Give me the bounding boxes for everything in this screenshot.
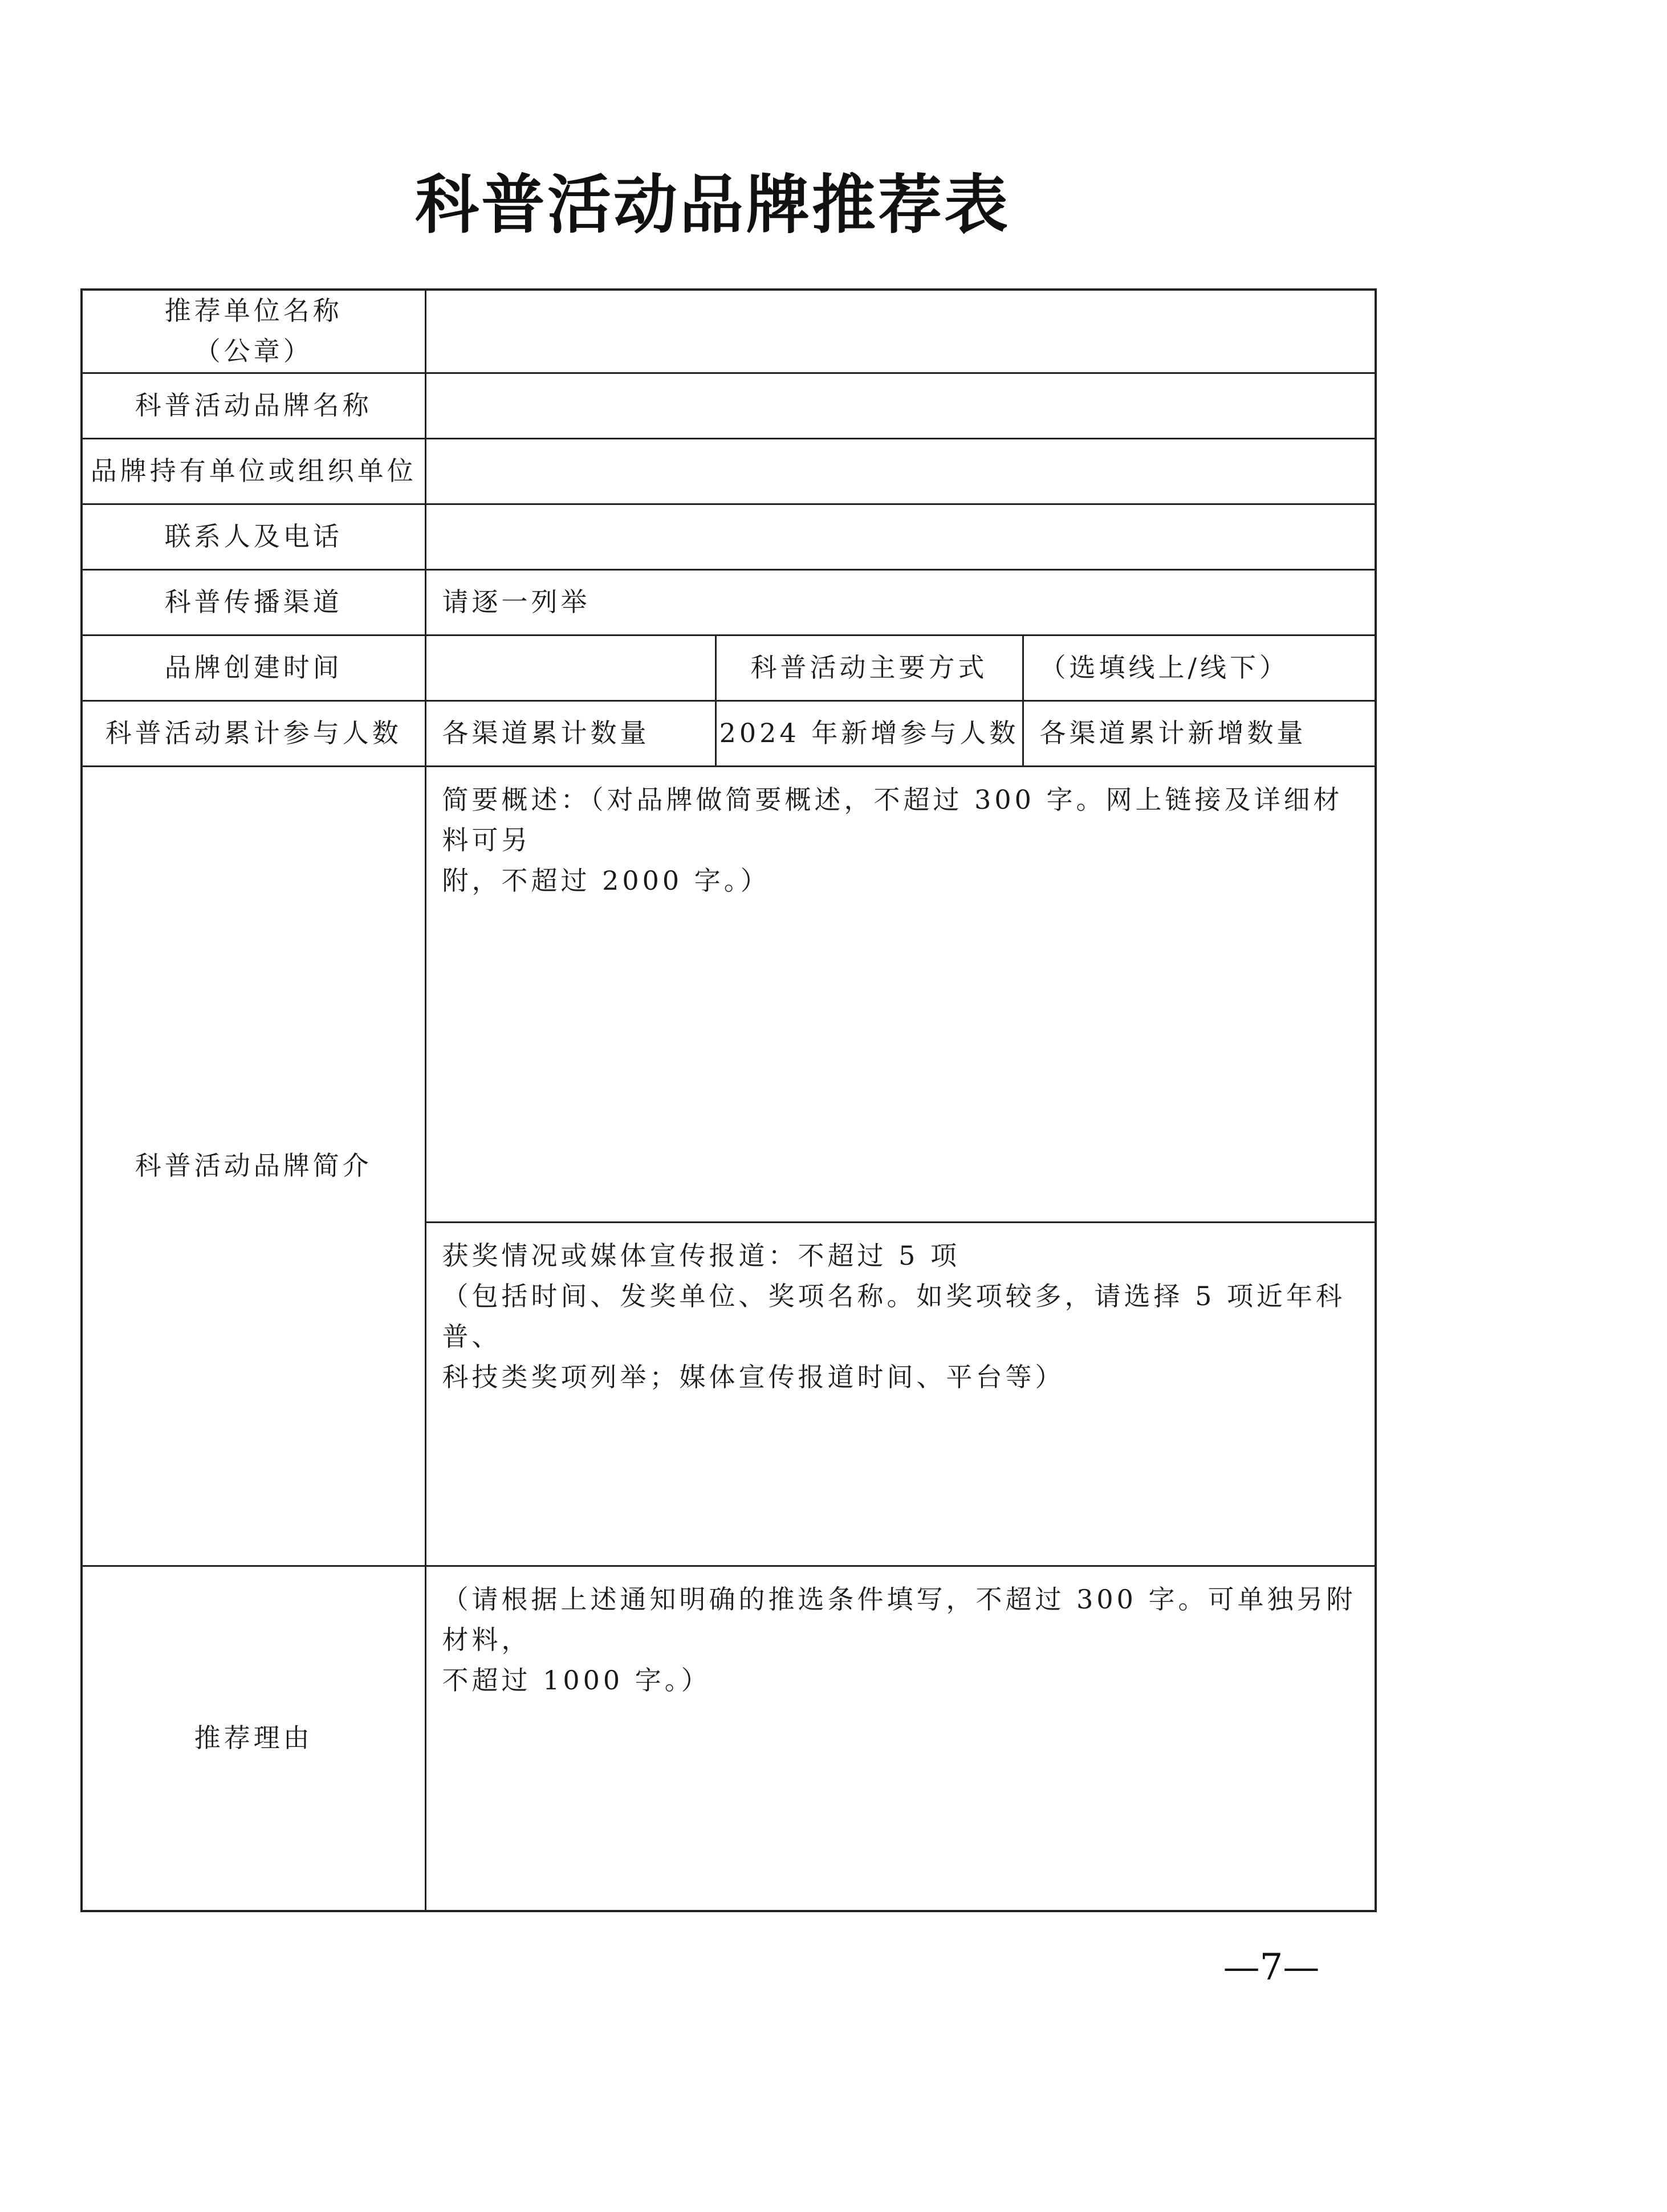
page-title: 科普活动品牌推荐表 <box>415 168 1010 242</box>
intro-summary-line1: 简要概述：（对品牌做简要概述，不超过 300 字。网上链接及详细材料可另 <box>442 784 1343 856</box>
created-field[interactable] <box>425 635 715 700</box>
recommender-seal-note: （公章） <box>194 336 313 367</box>
reason-line1: （请根据上述通知明确的推选条件填写，不超过 300 字。可单独另附材料， <box>442 1583 1356 1655</box>
row-reason <box>82 1566 1376 1911</box>
page-number: —7— <box>1223 1946 1320 1989</box>
row-holder <box>82 438 1376 504</box>
holder-field[interactable] <box>425 438 1376 504</box>
reason-field[interactable] <box>425 1566 1376 1911</box>
recommender-label-cell <box>82 290 425 373</box>
mode-label: 科普活动主要方式 <box>715 635 1023 700</box>
participants-field[interactable]: 各渠道累计数量 <box>425 700 715 766</box>
row-brand-name <box>82 373 1376 438</box>
new-participants-field[interactable]: 各渠道累计新增数量 <box>1023 700 1376 766</box>
contact-field[interactable] <box>425 504 1376 569</box>
channels-label: 科普传播渠道 <box>82 569 425 635</box>
channels-field[interactable]: 请逐一列举 <box>425 569 1376 635</box>
participants-label: 科普活动累计参与人数 <box>82 700 425 766</box>
row-participants <box>82 700 1376 766</box>
awards-line3: 科技类奖项列举；媒体宣传报道时间、平台等） <box>442 1362 1065 1393</box>
row-channels <box>82 569 1376 635</box>
contact-label: 联系人及电话 <box>82 504 425 569</box>
row-contact <box>82 504 1376 569</box>
row-intro-summary <box>82 766 1376 1222</box>
brand-name-field[interactable] <box>425 373 1376 438</box>
intro-label: 科普活动品牌简介 <box>82 766 425 1566</box>
intro-awards-field[interactable] <box>425 1222 1376 1566</box>
intro-summary-field[interactable] <box>425 766 1376 1222</box>
reason-line2: 不超过 1000 字。） <box>442 1665 711 1696</box>
recommender-label: 推荐单位名称 <box>164 295 343 326</box>
row-recommender <box>82 290 1376 373</box>
created-label: 品牌创建时间 <box>82 635 425 700</box>
holder-label: 品牌持有单位或组织单位 <box>82 438 425 504</box>
brand-name-label: 科普活动品牌名称 <box>82 373 425 438</box>
new-participants-label: 2024 年新增参与人数 <box>715 700 1023 766</box>
awards-line1: 获奖情况或媒体宣传报道：不超过 5 项 <box>442 1240 961 1271</box>
reason-label: 推荐理由 <box>82 1566 425 1911</box>
mode-field[interactable]: （选填线上/线下） <box>1023 635 1376 700</box>
row-created <box>82 635 1376 700</box>
awards-line2: （包括时间、发奖单位、奖项名称。如奖项较多，请选择 5 项近年科普、 <box>442 1280 1346 1353</box>
recommender-field[interactable] <box>425 290 1376 373</box>
intro-summary-line2: 附，不超过 2000 字。） <box>442 865 770 897</box>
recommendation-form-table <box>80 288 1377 1912</box>
